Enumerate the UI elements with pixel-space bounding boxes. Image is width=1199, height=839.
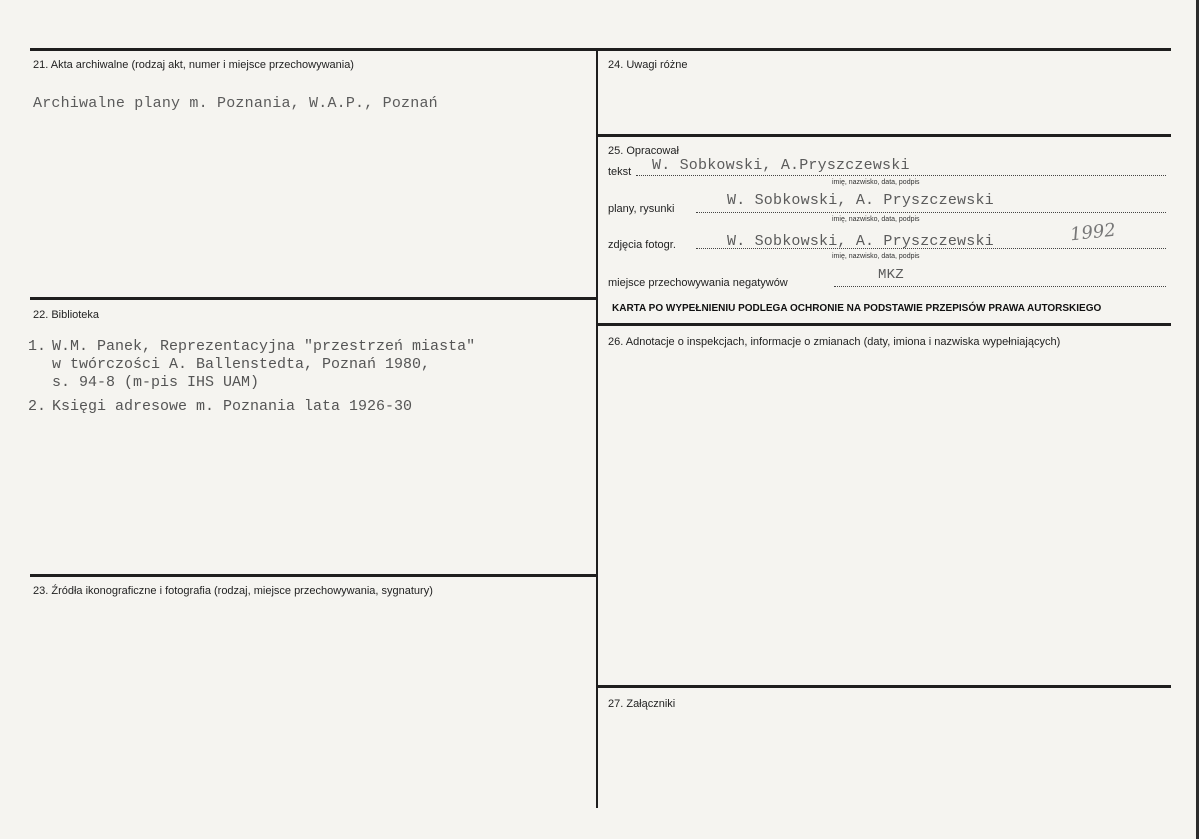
section-22-label: 22. Biblioteka (33, 309, 100, 321)
negatives-dotted-line (834, 286, 1166, 287)
bibliography-item (28, 338, 475, 392)
section-21-label: 21. Akta archiwalne (rodzaj akt, numer i miejsce przechowywania) (33, 59, 354, 71)
rule-22-23 (30, 574, 597, 577)
tekst-value: W. Sobkowski, A.Pryszczewski (652, 157, 910, 174)
plany-value: W. Sobkowski, A. Pryszczewski (727, 192, 994, 209)
bibliography-line: s. 94-8 (m-pis IHS UAM) (52, 374, 260, 391)
tekst-dotted-line (636, 175, 1166, 176)
section-24-label: 24. Uwagi różne (608, 59, 688, 71)
rule-24-25 (597, 134, 1171, 137)
bibliography-item (28, 398, 412, 416)
handwritten-year: 1992 (1069, 219, 1117, 246)
section-21-value: Archiwalne plany m. Poznania, W.A.P., Poznań (33, 95, 438, 112)
zdjecia-value: W. Sobkowski, A. Pryszczewski (727, 233, 994, 250)
plany-caption: imię, nazwisko, data, podpis (832, 216, 920, 223)
top-rule (30, 48, 1171, 51)
bibliography-line: w twórczości A. Ballenstedta, Poznań 1980, (52, 356, 431, 373)
plany-dotted-line (696, 212, 1166, 213)
section-27-label: 27. Załączniki (608, 698, 676, 710)
bibliography-line: W.M. Panek, Reprezentacyjna "przestrzeń miasta" (52, 338, 476, 355)
bibliography-number: 1. (28, 338, 47, 355)
column-divider (596, 48, 598, 808)
section-25-label: 25. Opracował (608, 145, 679, 157)
negatives-label: miejsce przechowywania negatywów (608, 277, 788, 289)
rule-26-27 (597, 685, 1171, 688)
bibliography-line: Księgi adresowe m. Poznania lata 1926-30 (52, 398, 413, 415)
negatives-value: MKZ (878, 267, 904, 283)
zdjecia-label: zdjęcia fotogr. (608, 239, 676, 251)
section-26-label: 26. Adnotacje o inspekcjach, informacje o zmianach (daty, imiona i nazwiska wypełniających) (608, 336, 1061, 348)
bibliography-number: 2. (28, 398, 47, 415)
copyright-notice: KARTA PO WYPEŁNIENIU PODLEGA OCHRONIE NA PODSTAWIE PRZEPISÓW PRAWA AUTORSKIEGO (612, 303, 1102, 314)
zdjecia-caption: imię, nazwisko, data, podpis (832, 253, 920, 260)
rule-21-22 (30, 297, 597, 300)
section-23-label: 23. Źródła ikonograficzne i fotografia (rodzaj, miejsce przechowywania, sygnatury) (33, 585, 433, 597)
plany-label: plany, rysunki (608, 203, 675, 215)
rule-25-26 (597, 323, 1171, 326)
tekst-caption: imię, nazwisko, data, podpis (832, 179, 920, 186)
tekst-label: tekst (608, 166, 632, 178)
